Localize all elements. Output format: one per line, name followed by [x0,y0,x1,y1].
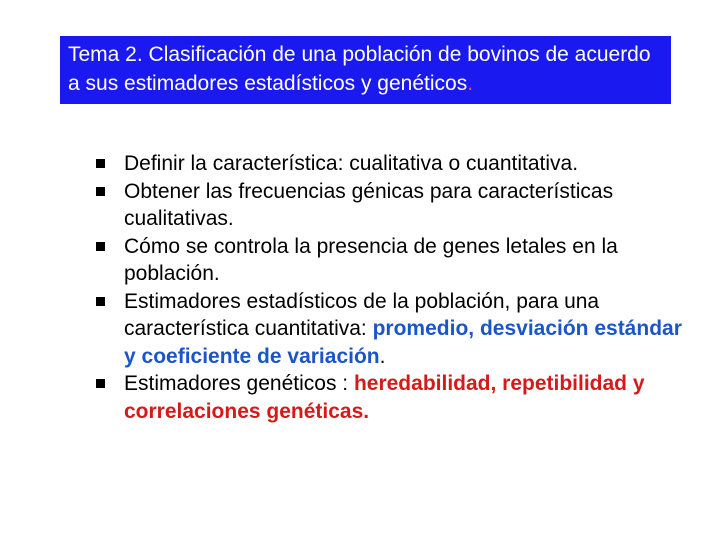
bullet-item-genes-letales [96,233,696,288]
slide-title-end: . [467,72,474,95]
square-bullet-icon [96,379,105,388]
bullet-list [96,150,696,425]
bullet-item-caracteristica [96,150,696,178]
bullet-item-estimadores-geneticos [96,370,696,425]
bullet-highlight-geneticos: heredabilidad, repetibilidad y correlaciones genéticas. [124,372,645,423]
bullet-text: Definir la característica: cualitativa o cuantitativa. [124,152,579,175]
slide-title [68,40,663,98]
bullet-text: Estimadores estadísticos de la población, para una característica cuantitativa: [124,289,600,340]
slide-title-main: Tema 2. Clasificación de una población de bovinos de acuerdo a sus estimadores estadísticos y genéticos [68,43,651,95]
square-bullet-icon [96,242,105,251]
square-bullet-icon [96,297,105,306]
square-bullet-icon [96,187,105,196]
bullet-item-estimadores-estadisticos [96,288,696,371]
bullet-highlight-estadisticos: promedio, desviación estándar y coeficiente de variación [124,317,682,368]
bullet-text: Obtener las frecuencias génicas para características cualitativas. [124,179,614,230]
bullet-tail: . [379,344,386,368]
bullet-text: Cómo se controla la presencia de genes letales en la población. [124,234,618,285]
bullet-item-frecuencias [96,178,696,233]
square-bullet-icon [96,159,105,168]
slide-title-box [60,36,671,104]
bullet-text: Estimadores genéticos : [124,372,354,395]
